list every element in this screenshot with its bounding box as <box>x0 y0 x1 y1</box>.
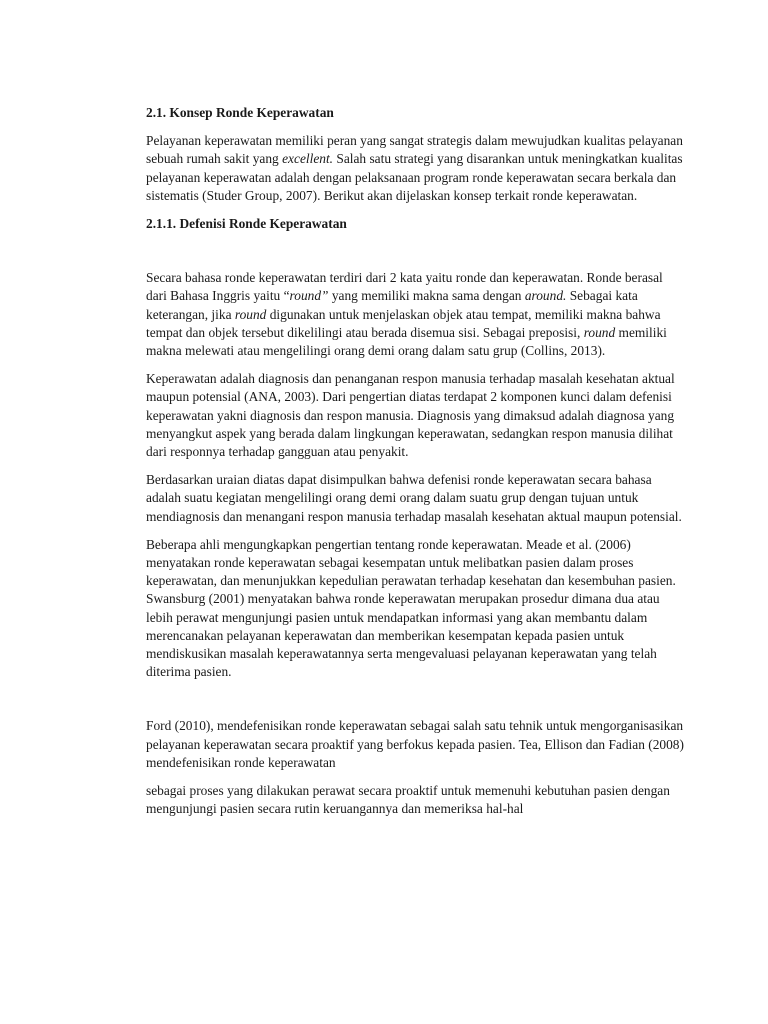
document-page <box>146 100 686 829</box>
paragraph-round-text-b: yang memiliki makna sama dengan <box>328 288 525 304</box>
paragraph-round-italic-4: round <box>583 324 616 340</box>
paragraph-intro-italic: excellent. <box>282 151 334 167</box>
paragraph-round-italic-3: round <box>234 306 267 322</box>
paragraph-continuation: sebagai proses yang dilakukan perawat secara proaktif untuk memenuhi kebutuhan pasien dengan mengunjungi pasien secara rutin keruangannya dan memeriksa hal-hal <box>146 783 670 817</box>
paragraph-round-text-a: Secara bahasa ronde keperawatan terdiri dari 2 kata yaitu ronde dan keperawatan. Ronde berasal dari Bahasa Inggris yaitu “ <box>146 270 663 304</box>
spacer <box>146 233 686 269</box>
paragraph-round-text-d: digunakan untuk menjelaskan objek atau tempat, memiliki makna bahwa tempat dan objek tersebut dikelilingi atau berada disemua sisi. Sebagai preposisi, <box>146 306 661 340</box>
paragraph-conclusion: Berdasarkan uraian diatas dapat disimpulkan bahwa defenisi ronde keperawatan secara bahasa adalah suatu kegiatan mengelilingi orang demi orang dalam suatu grup dengan tujuan untuk mendiagnosis dan menangani respon manusia terhadap masalah kesehatan aktual maupun potensial. <box>146 472 682 524</box>
paragraph-definition-round <box>146 269 686 360</box>
paragraph-expert-opinions: Beberapa ahli mengungkapkan pengertian tentang ronde keperawatan. Meade et al. (2006) menyatakan ronde keperawatan sebagai kesempatan untuk melibatkan pasien dalam proses keperawatan, dan menunjukkan kepedulian perawatan terhadap kesehatan dan kesembuhan pasien. Swansburg (2001) menyatakan bahwa ronde keperawatan merupakan prosedur dimana dua atau lebih perawat mengunjungi pasien untuk mendapatkan informasi yang akan membantu dalam merencanakan pelayanan keperawatan dan memberikan kesempatan kepada pasien untuk mendiskusikan masalah keperawatannya serta mengevaluasi pelayanan keperawatan yang telah diterima pasien. <box>146 536 676 680</box>
section-title: 2.1. Konsep Ronde Keperawatan <box>146 105 334 120</box>
paragraph-intro-text-a: Pelayanan keperawatan memiliki peran yang sangat strategis dalam mewujudkan kualitas pelayanan sebuah rumah sakit yang <box>146 133 683 167</box>
paragraph-round-text-c: Sebagai kata keterangan, jika <box>146 288 638 322</box>
paragraph-intro-text-b: Salah satu strategi yang disarankan untuk meningkatkan kualitas pelayanan keperawatan adalah dengan pelaksanaan program ronde keperawatan secara berkala dan sistematis (Studer Group, 2007). Berikut akan dijelaskan konsep terkait ronde keperawatan. <box>146 151 683 203</box>
paragraph-round-italic-1: round” <box>289 288 329 304</box>
subsection-title: 2.1.1. Defenisi Ronde Keperawatan <box>146 216 347 232</box>
spacer <box>146 691 686 717</box>
paragraph-round-text-e: memiliki makna melewati atau mengelilingi orang demi orang dalam satu grup (Collins, 2013). <box>146 324 667 359</box>
paragraph-intro <box>146 132 686 205</box>
paragraph-ford: Ford (2010), mendefenisikan ronde keperawatan sebagai salah satu tehnik untuk mengorganisasikan pelayanan keperawatan secara proaktif yang berfokus kepada pasien. Tea, Ellison dan Fadian (2008) mendefenisikan ronde keperawatan <box>146 718 684 770</box>
paragraph-round-italic-2: around. <box>524 288 567 304</box>
paragraph-nursing-definition: Keperawatan adalah diagnosis dan penanganan respon manusia terhadap masalah kesehatan aktual maupun potensial (ANA, 2003). Dari pengertian diatas terdapat 2 komponen kunci dalam defenisi keperawatan yakni diagnosis dan respon manusia. Diagnosis yang dimaksud adalah diagnosa yang menyangkut aspek yang berada dalam lingkungan keperawatan, sedangkan respon manusia dilihat dari responnya terhadap gangguan atau penyakit. <box>146 371 675 460</box>
